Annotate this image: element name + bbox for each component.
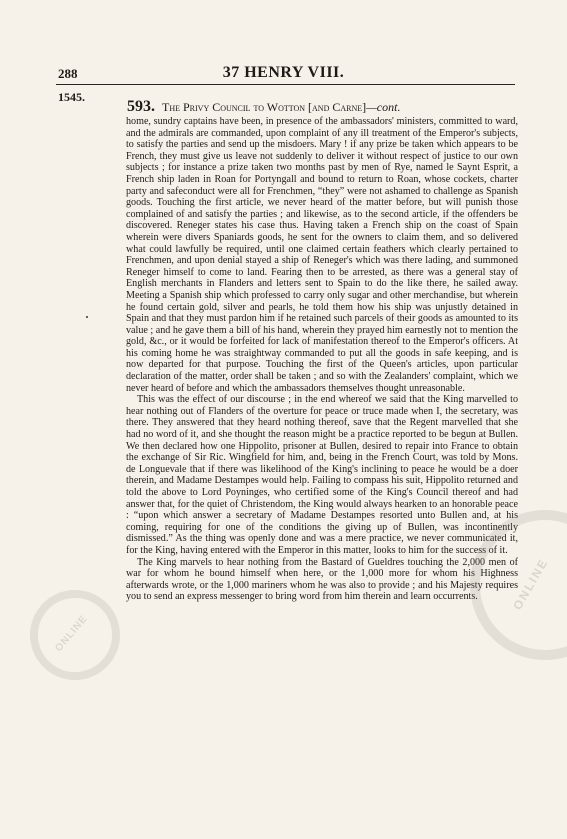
- watermark-stamp-left: ONLINE: [12, 572, 139, 699]
- running-head: 37 HENRY VIII.: [222, 64, 345, 81]
- year-marginal: 1545.: [58, 90, 85, 104]
- entry-heading: [127, 98, 400, 116]
- page-number: 288: [58, 66, 78, 81]
- entry-number: 593.: [127, 98, 155, 115]
- paragraph-3: The King marvels to hear nothing from the Bastard of Gueldres touching the 2,000 men of war for whom he bound himself when here, or the 1,000 more for whom his Highness afterwards wrote, or the 1,000 mariners whom he was also to provide ; and his Majesty requires you to send an express messenger to bring word from him therein and learn occurrents.: [126, 556, 518, 603]
- paragraph-2: This was the effect of our discourse ; in the end whereof we said that the King marvelled to hear nothing out of Flanders of the overture for peace or truce made when I, the secretary, was there. They answered that they heard nothing thereof, save that the Regent marvelled that she had no word of it, and she thought the reason might be a practice reported to be begun at Bullen. We then declared how one Hippolito, prisoner at Bullen, desired to repair into France to obtain the exchange of Sir Ric. Wingfield for him, and, being in the French Court, was told by Mons. de Longuevale that if there was likelihood of the King's inclining to peace he would be a doer therein, and Madame Destampes would help. Failing to compass his suit, Hippolito returned and told the above to Lord Poyninges, who certified some of the King's Council thereof and had answer that, for the quiet of Christendom, the King would always hearken to an honorable peace : “upon which answer a secretary of Madame Destampes resorted unto Bullen and, at his coming, requiring for one of the conditions the giving up of Bullen, was incontinently dismissed.” As the thing was openly done and was a mere practice, we never communicated it, for the King, having entered with the Emperor in this matter, looks to him for the success of it.: [126, 394, 518, 556]
- body-text: [126, 116, 518, 603]
- entry-suffix: —cont.: [366, 100, 401, 114]
- header-rule: [56, 84, 515, 85]
- paragraph-1: home, sundry captains have been, in presence of the ambassadors' ministers, committed to ward, and the admirals are commanded, upon complaint of any ill treatment of the Emperor's subjects, to satisfy the parties and send up the misdoers. Mary ! if any prize be taken which appears to be French, they must give us leave not suddenly to deliver it without respect of justice to our own subjects ; for instance a prize taken two months past by men of Rye, named le Saynt Esprit, a French ship laden in Roan for Portyngall and bound to return to Roan, whose cockets, charter party and safeconduct were all for Frenchmen, “they” were not ashamed to challenge as Spanish goods. Touching the first article, we never heard of the matter before, but will punish those complained of and satisfy the parties ; and likewise, as to the second article, if the offenders be discovered. Reneger states his case thus. Having taken a French ship on the coast of Spain wherein were divers Spaniards goods, he sent for the owners to claim them, and so delivered what could lawfully be required, until one claimed certain feathers which clearly pertained to Frenchmen, and upon denial stayed a ship of Reneger's which was there lading, and summoned Reneger himself to come to land. Fearing then to be arrested, as there was a general stay of English merchants in Flanders and letters sent to Spain to do the like there, he sailed away. Meeting a Spanish ship which professed to carry only sugar and other merchandise, but wherein he found certain gold, silver and pearls, he told them how his ship was unjustly detained in Spain and that they must pardon him if he retained such parcels of their goods as amounted to its value ; and he gave them a bill of his hand, wherein they prayed him earnestly not to mention the gold, &c., or it would be forfeited for lack of manifestation thereof to the Emperor's officers. At his coming home he was straightway commanded to put all the goods in safe keeping, and is now departed for that purpose. Touching the first of the Queen's articles, upon particular declaration of the matter, order shall be taken ; and so with the Zealanders' complaint, which we never heard of before and which the ambassadors themselves thought unreasonable.: [126, 116, 518, 394]
- margin-dot: [86, 316, 88, 318]
- watermark-stamp: ONLINE: [443, 483, 567, 688]
- entry-title: The Privy Council to Wotton [and Carne]: [162, 100, 367, 114]
